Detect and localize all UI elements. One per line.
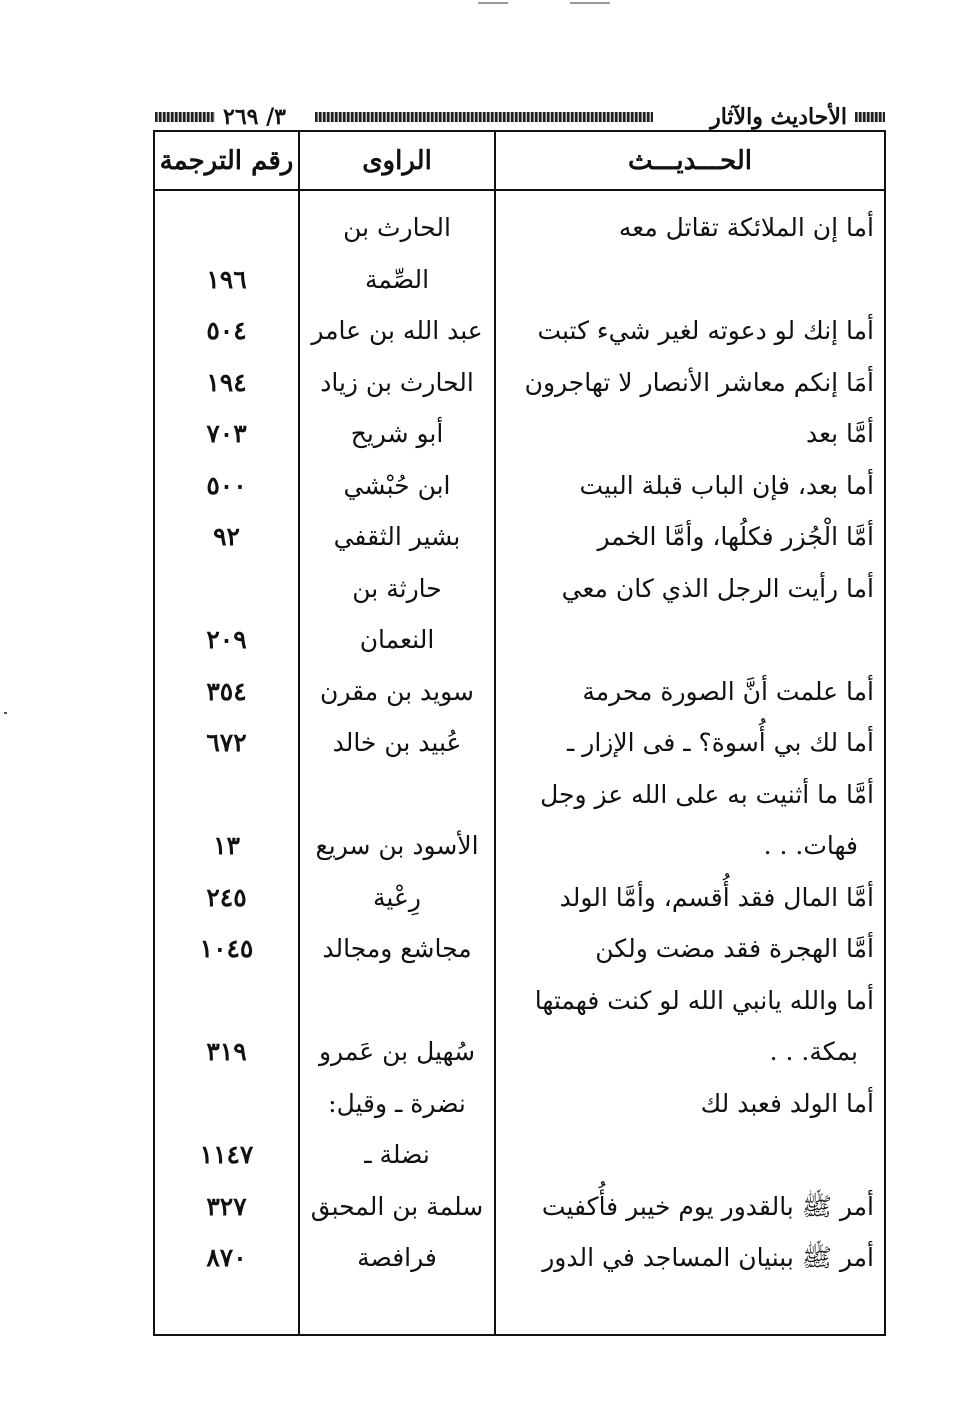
hadith-text: أما إنك لو دعوته لغير شيء كتبت bbox=[537, 316, 874, 345]
hadith-text: أما رأيت الرجل الذي كان معي bbox=[561, 573, 874, 603]
decorative-bar bbox=[155, 112, 215, 122]
tarjama-number: ١٠٤٥ bbox=[199, 934, 254, 963]
rawi-text: نضرة ـ وقيل: bbox=[328, 1088, 466, 1118]
rawi-text: نضلة ـ bbox=[364, 1140, 430, 1169]
tarjama-number: ٢٠٩ bbox=[206, 625, 247, 654]
hadith-text: أمَّا الْجُزر فكلُها، وأمَّا الخمر bbox=[597, 522, 874, 551]
rawi-text: سُهيل بن عَمرو bbox=[318, 1037, 476, 1066]
rawi-text: مجاشع ومجالد bbox=[322, 934, 472, 963]
rawi-text: الحارث بن زياد bbox=[320, 367, 474, 397]
hadith-text: فهات. . . bbox=[763, 831, 858, 860]
column-header-tarjama: رقم الترجمة bbox=[159, 145, 294, 176]
tarjama-number: ٩٢ bbox=[213, 522, 240, 551]
tarjama-number: ٥٠٠ bbox=[206, 470, 247, 500]
hadith-text: أمَا إنكم معاشر الأنصار لا تهاجرون bbox=[524, 367, 874, 397]
hadith-text: أمَّا الهجرة فقد مضت ولكن bbox=[595, 934, 874, 963]
rawi-text: سلمة بن المحبق bbox=[310, 1191, 484, 1221]
rawi-text: أبو شريح bbox=[350, 419, 444, 448]
header-page-group bbox=[155, 104, 286, 130]
hadith-text: أمَّا بعد bbox=[805, 419, 874, 448]
rawi-text: بشير الثقفي bbox=[333, 522, 461, 551]
running-header bbox=[155, 100, 885, 130]
hadith-text: أما بعد، فإن الباب قبلة البيت bbox=[579, 470, 874, 500]
header-title-group bbox=[710, 104, 885, 130]
rawi-text bbox=[300, 769, 494, 821]
tarjama-number: ١٩٦ bbox=[206, 264, 247, 294]
tarjama-number: ٣١٩ bbox=[206, 1037, 247, 1066]
hadith-text: أما إن الملائكة تقاتل معه bbox=[618, 213, 874, 242]
hadith-text: أما والله يانبي الله لو كنت فهمتها bbox=[534, 985, 874, 1015]
rawi-text: النعمان bbox=[359, 625, 435, 654]
tarjama-number bbox=[155, 563, 298, 615]
hadith-index-table bbox=[153, 130, 886, 1336]
rawi-text: عبد الله بن عامر bbox=[311, 316, 483, 345]
tarjama-number: ٨٧٠ bbox=[206, 1243, 247, 1272]
hadith-text: أما الولد فعبد لك bbox=[700, 1088, 874, 1118]
header-divider bbox=[155, 189, 884, 191]
hadith-text: بمكة. . . bbox=[769, 1037, 858, 1066]
tarjama-number bbox=[155, 202, 298, 254]
rawi-text: الحارث بن bbox=[343, 213, 451, 242]
tarjama-number: ٧٠٣ bbox=[206, 419, 247, 448]
tarjama-number: ٢٤٥ bbox=[206, 882, 247, 912]
column-header-hadith: الحـــديـــث bbox=[627, 145, 753, 176]
tarjama-number: ٦٧٢ bbox=[206, 728, 247, 757]
rawi-text: الصِّمة bbox=[364, 264, 430, 294]
tarjama-number: ٥٠٤ bbox=[206, 316, 247, 345]
margin-dot bbox=[4, 712, 7, 714]
rawi-text: سويد بن مقرن bbox=[319, 676, 475, 706]
rawi-text: رِعْية bbox=[373, 882, 421, 912]
hadith-text: أمَّا ما أثنيت به على الله عز وجل bbox=[540, 779, 874, 809]
hadith-text: أمر ﷺ ببنيان المساجد في الدور bbox=[542, 1243, 874, 1272]
tarjama-number: ١٣ bbox=[213, 831, 240, 860]
decorative-bar bbox=[855, 112, 885, 122]
tarjama-number: ٣٥٤ bbox=[206, 676, 247, 706]
rawi-text: فرافصة bbox=[357, 1243, 437, 1272]
column-header-rawi: الراوى bbox=[362, 145, 432, 176]
column-divider bbox=[494, 132, 496, 1334]
tarjama-number bbox=[155, 769, 298, 821]
tarjama-number bbox=[155, 1078, 298, 1130]
page-reference: ٣/ ٢٦٩ bbox=[223, 104, 286, 130]
hadith-text: أما علمت أنَّ الصورة محرمة bbox=[582, 676, 874, 706]
tarjama-number bbox=[155, 975, 298, 1027]
book-title: الأحاديث والآثار bbox=[710, 104, 847, 130]
hadith-text: أما لك بي أُسوة؟ ـ فى الإزار ـ bbox=[567, 728, 874, 757]
top-scan-mark bbox=[570, 2, 610, 4]
top-scan-mark bbox=[478, 2, 508, 4]
tarjama-number: ١١٤٧ bbox=[199, 1140, 254, 1169]
rawi-text bbox=[300, 975, 494, 1027]
tarjama-number: ٣٢٧ bbox=[206, 1191, 247, 1221]
hadith-text: أمر ﷺ بالقدور يوم خيبر فأُكفيت bbox=[541, 1191, 874, 1221]
rawi-text: ابن حُبْشي bbox=[343, 470, 451, 500]
rawi-text: الأسود بن سريع bbox=[315, 831, 479, 860]
hadith-text: أمَّا المال فقد أُقسم، وأمَّا الولد bbox=[559, 882, 874, 912]
rawi-text: حارثة بن bbox=[352, 573, 442, 603]
tarjama-number: ١٩٤ bbox=[206, 367, 247, 397]
rawi-text: عُبيد بن خالد bbox=[332, 728, 462, 757]
header-rule bbox=[315, 112, 653, 122]
